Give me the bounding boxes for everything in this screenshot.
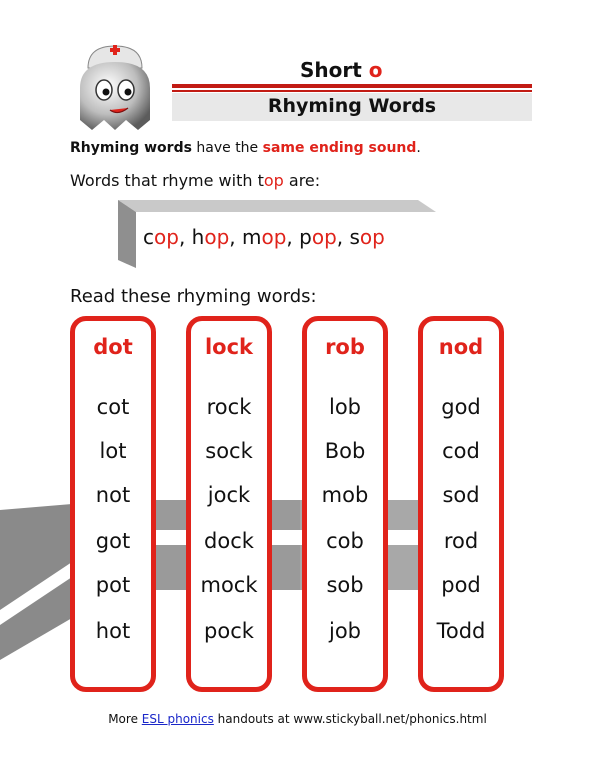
rhyme-word: got — [95, 529, 131, 553]
read-instruction: Read these rhyming words: — [70, 286, 317, 307]
column-heading: nod — [438, 335, 484, 359]
rhyme-word: lob — [328, 395, 361, 419]
rhyme-word: Todd — [436, 619, 486, 643]
page-subtitle: Rhyming Words — [267, 95, 437, 117]
rhyme-word: sod — [442, 483, 480, 507]
rhyme-word: pod — [441, 573, 481, 597]
title-rule — [172, 84, 532, 88]
example-word: sop — [349, 225, 385, 249]
intro-sentence: Rhyming words have the same ending sound. — [70, 140, 421, 156]
rhyme-word: jock — [207, 483, 251, 507]
rhyme-word: pock — [204, 619, 254, 643]
rhyme-word: mob — [321, 483, 369, 507]
example-word: hop, — [191, 225, 242, 249]
word-column-dot — [70, 316, 156, 692]
title-highlight-letter: o — [368, 58, 383, 82]
example-rhymes — [143, 225, 385, 249]
word-column-nod — [418, 316, 504, 692]
rhyme-word: job — [328, 619, 361, 643]
example-word: pop, — [299, 225, 350, 249]
column-heading: dot — [93, 335, 133, 359]
word-column-rob — [302, 316, 388, 692]
rhyme-word: cod — [442, 439, 480, 463]
title-rule-thin — [172, 90, 532, 92]
rhyme-word: cob — [326, 529, 364, 553]
footer: More ESL phonics handouts at www.stickyball.net/phonics.html — [108, 712, 487, 726]
rhyme-word: sock — [205, 439, 253, 463]
nurse-mascot-icon — [70, 38, 160, 134]
esl-phonics-link[interactable]: ESL phonics — [141, 712, 214, 726]
rhyme-word: Bob — [324, 439, 366, 463]
rhyme-word: dock — [204, 529, 254, 553]
example-word: mop, — [242, 225, 300, 249]
rhyme-word: sob — [326, 573, 364, 597]
rhyme-word: cot — [96, 395, 130, 419]
rhyme-word: lot — [99, 439, 127, 463]
rhyme-word: rod — [443, 529, 479, 553]
example-word: cop, — [143, 225, 192, 249]
column-heading: lock — [204, 335, 254, 359]
page-title: Short o — [300, 58, 383, 82]
word-column-lock — [186, 316, 272, 692]
rhyme-word: hot — [95, 619, 131, 643]
rhyme-word: pot — [95, 573, 131, 597]
rhyme-word: not — [95, 483, 131, 507]
column-heading: rob — [325, 335, 365, 359]
rhyme-word: god — [441, 395, 481, 419]
rhyme-word: rock — [206, 395, 252, 419]
rhyme-with-label: Words that rhyme with top are: — [70, 171, 321, 190]
rhyme-word: mock — [200, 573, 258, 597]
